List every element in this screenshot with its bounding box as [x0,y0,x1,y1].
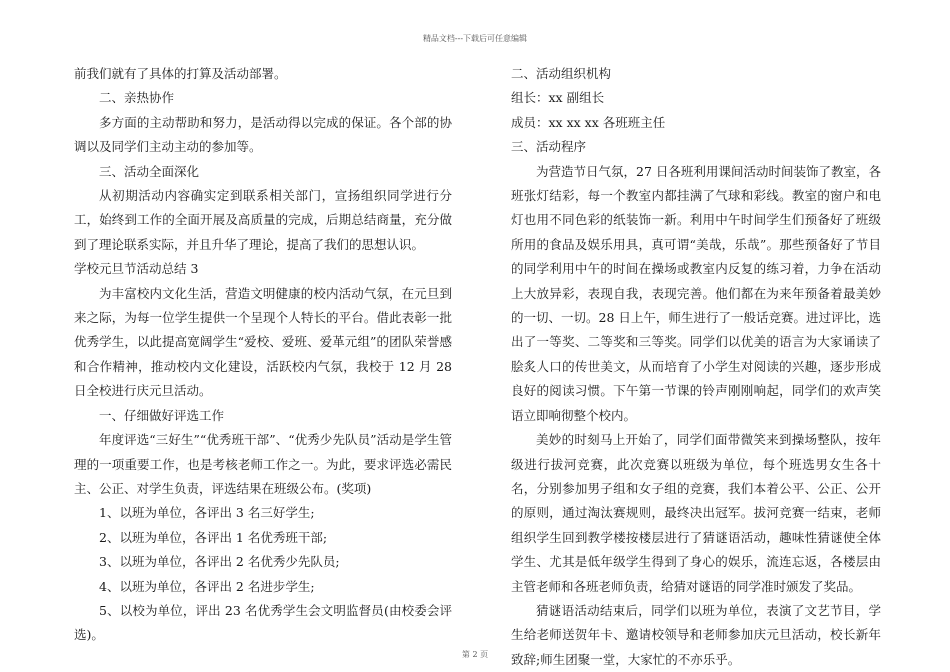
paragraph: 三、活动全面深化 [99,163,200,179]
page-number: 第 2 页 [461,650,489,659]
paragraph: 二、活动组织机构 [511,66,612,81]
paragraph: 猜谜语活动结束后，同学们以班为单位，表演了文艺节目，学生给老师送贺年卡、邀请校领导和老师参加庆元旦活动，校长新年致辞;师生团聚一堂，大家忙的不亦乐乎。 [511,602,881,667]
paragraph: 为营造节日气氛，27 日各班利用课间活动时间装饰了教室，各班张灯结彩，每一个教室内都挂满了气球和彩线。教室的窗户和电灯也用不同色彩的纸装饰一新。利用中午时间学生们预备好了班级所用的食品及娱乐用具，真可谓“美哉，乐哉”。那些预备好了节目的同学利用中午的时间在操场或教室内反复的练习着，力争在活动上大放异彩，表现自我，表现完善。他们都在为来年预备着最美妙的一切、一切。28 日上午，师生进行了一般话竞赛。进过评比，选出了一等奖、二等奖和三等奖。同学们以优美的语言为大家诵读了脍炙人口的传世美文，从而培育了小学生对阅读的兴趣，逐步形成良好的阅读习惯。下午第一节课的铃声刚刚响起，同学们的欢声笑语立即响彻整个校内。 [511,163,881,423]
paragraph: 成员：xx xx xx 各班班主任 [511,114,666,130]
paragraph: 美妙的时刻马上开始了，同学们面带微笑来到操场整队，按年级进行拔河竞赛，此次竞赛以班级为单位，每个班选男女生各十名，分别参加男子组和女子组的竞赛，我们本着公平、公正、公开的原则，通过淘汰赛规则，最终决出冠军。拔河竞赛一结束，老师组织学生回到教学楼按楼层进行了猜谜语活动，趣味性猜谜使全体学生、尤其是低年级学生得到了身心的娱乐，流连忘返，各楼层由主管老师和各班老师负责，给猜对谜语的同学准时颁发了奖品。 [511,432,881,594]
right-column [511,62,881,672]
page-header: 精品文档---下载后可任意编辑 [422,34,528,43]
paragraph: 从初期活动内容确实定到联系相关部门，宣扬组织同学进行分工，始终到工作的全面开展及高质量的完成，后期总结商量，充分做到了理论联系实际，并且升华了理论，提高了我们的思想认识。 [74,188,452,252]
paragraph: 一、仔细做好评选工作 [99,407,225,423]
paragraph: 多方面的主动帮助和努力，是活动得以完成的保证。各个部的协调以及同学们主动主动的参加等。 [74,114,452,155]
paragraph: 前我们就有了具体的打算及活动部署。 [74,66,287,81]
paragraph: 3、以班为单位，各评出 2 名优秀少先队员; [99,554,340,570]
left-column [74,62,452,648]
paragraph: 三、活动程序 [511,139,587,155]
paragraph: 二、亲热协作 [99,90,175,106]
paragraph: 学校元旦节活动总结 3 [74,261,199,277]
paragraph: 5、以校为单位，评出 23 名优秀学生会文明监督员(由校委会评选)。 [74,602,452,643]
paragraph: 组长：xx 副组长 [511,90,605,106]
paragraph: 4、以班为单位，各评出 2 名进步学生; [99,578,315,594]
paragraph: 1、以班为单位，各评出 3 名三好学生; [99,505,315,521]
paragraph: 年度评选“三好生”“优秀班干部”、“优秀少先队员”活动是学生管理的一项重要工作，也是考核老师工作之一。为此，要求评选必需民主、公正、对学生负责，评选结果在班级公布。(奖项) [74,432,452,496]
paragraph: 为丰富校内文化生活，营造文明健康的校内活动气氛，在元旦到来之际，为每一位学生提供一个呈现个人特长的平台。借此表彰一批优秀学生，以此提高宽阔学生“爱校、爱班、爱革元组”的团队荣誉感和合作精神，推动校内文化建设，活跃校内气氛，我校于 12 月 28 日全校进行庆元旦活动。 [74,285,452,399]
paragraph: 2、以班为单位，各评出 1 名优秀班干部; [99,529,328,545]
